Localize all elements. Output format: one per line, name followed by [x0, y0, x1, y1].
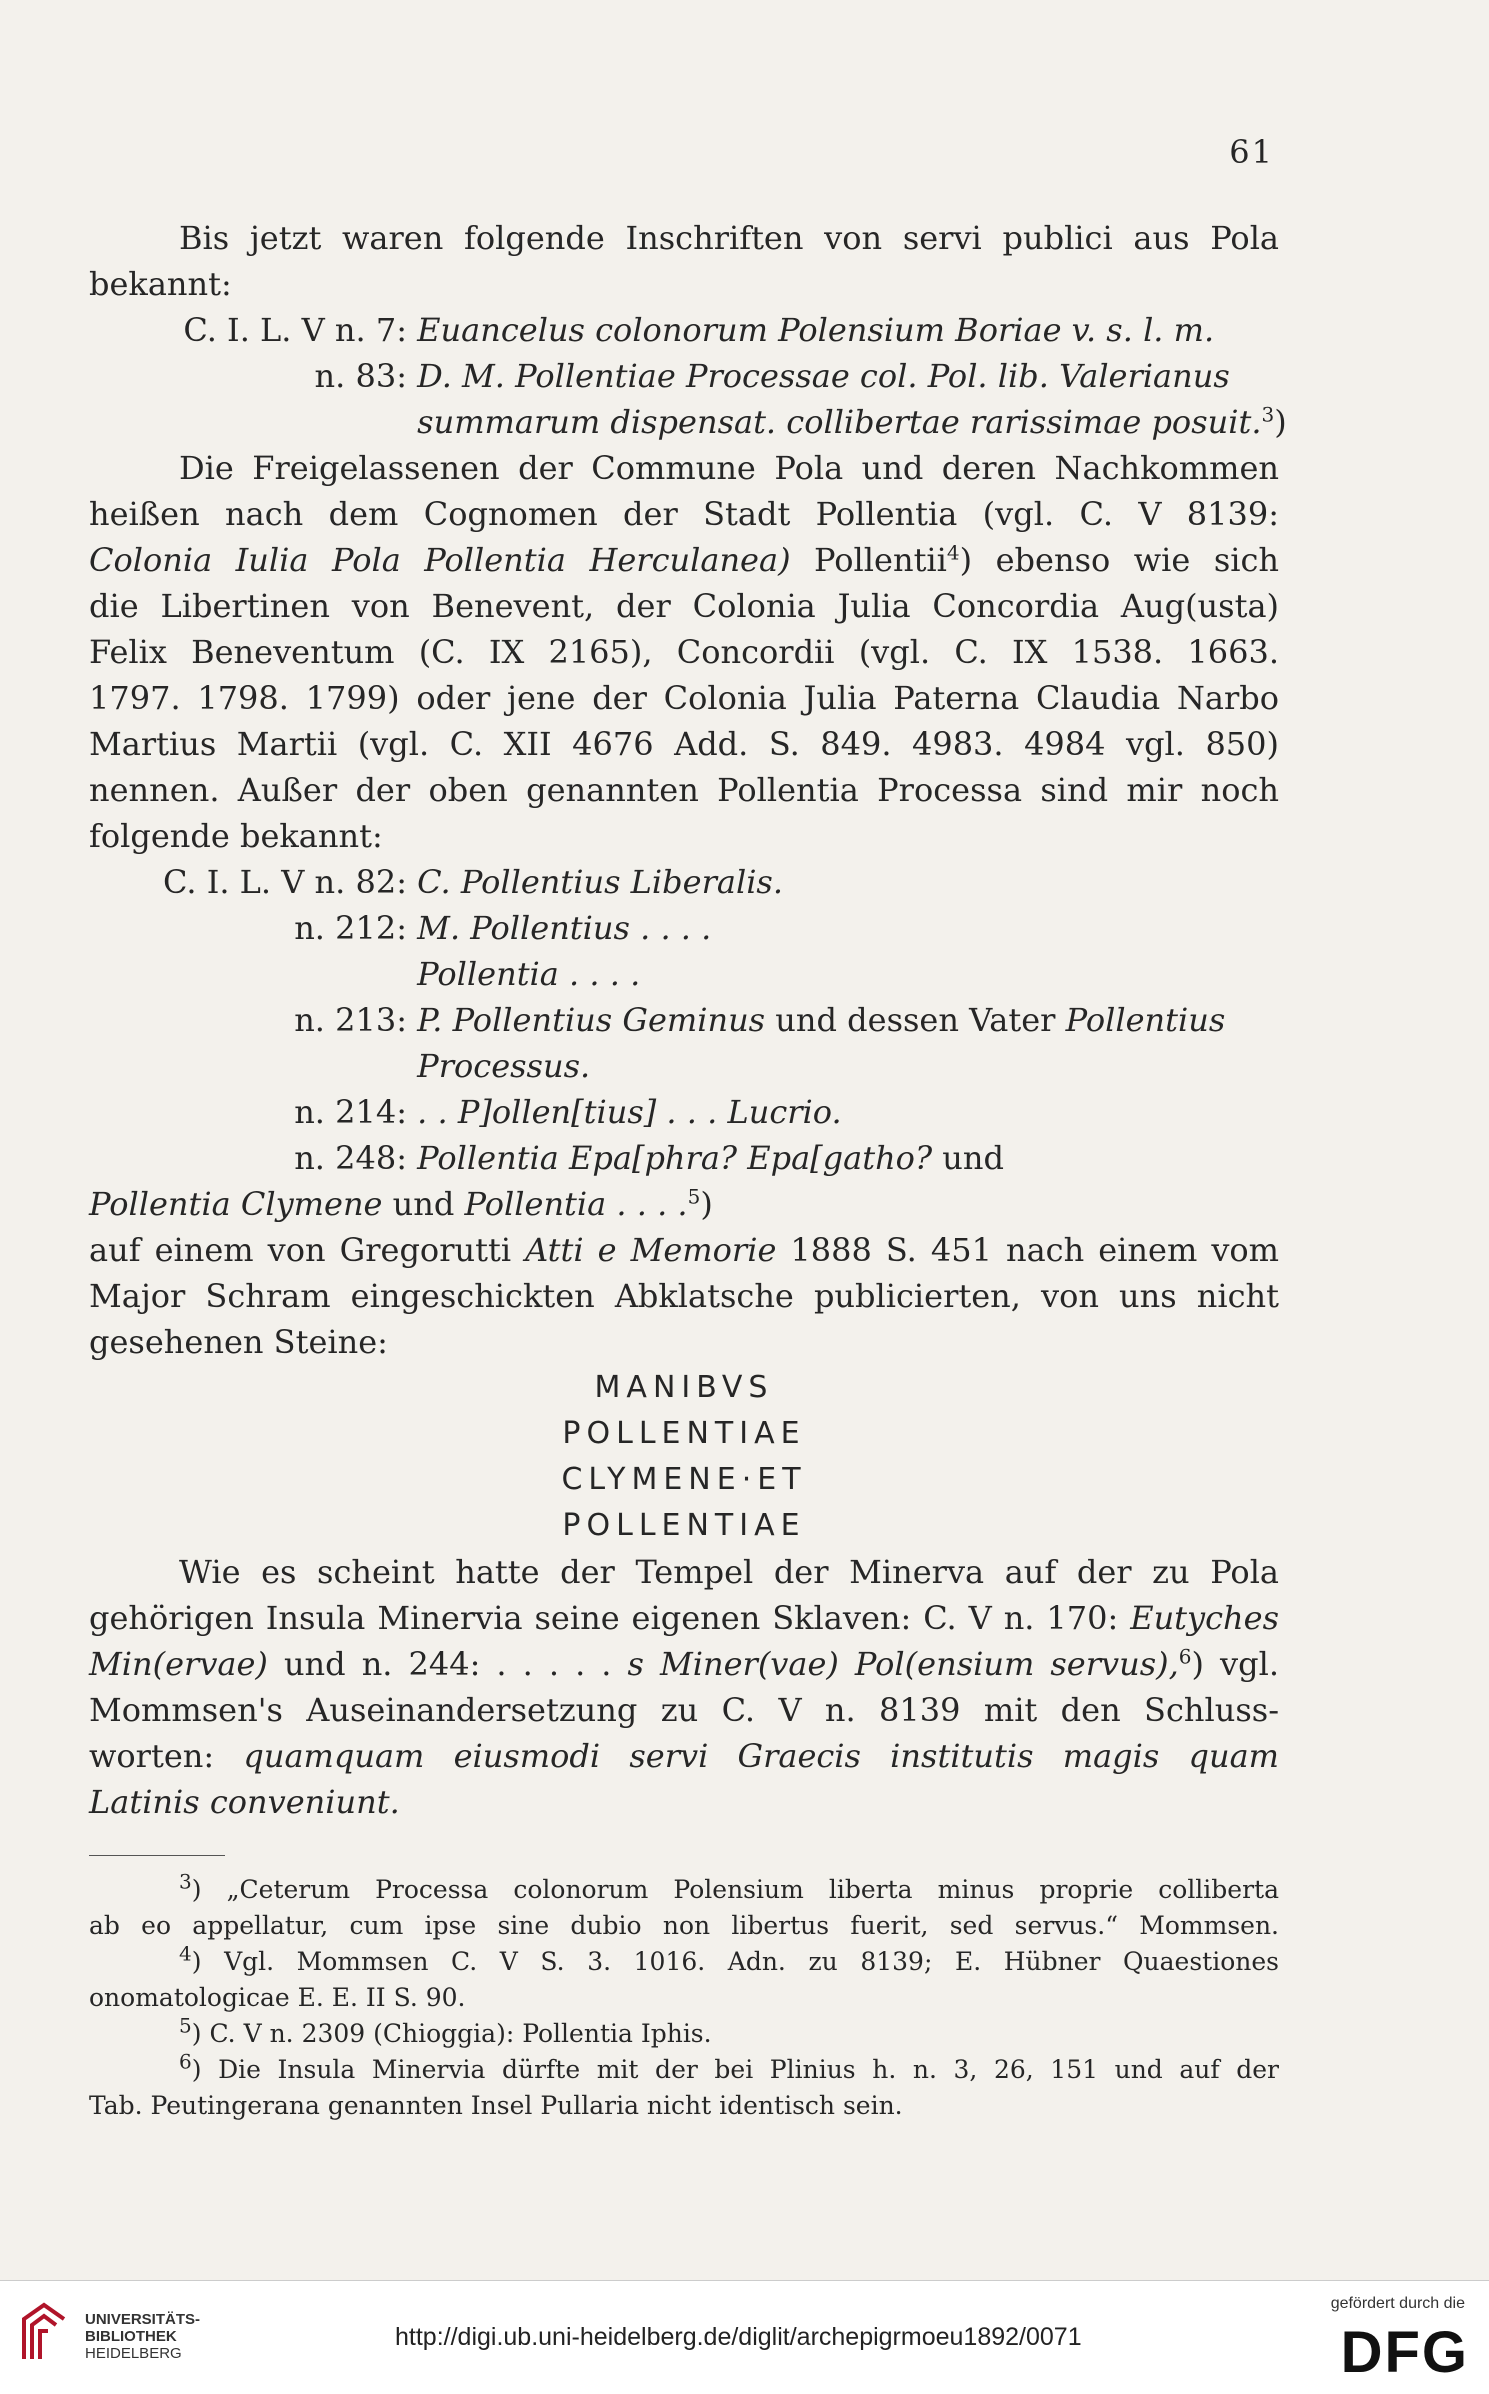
para2-line-6: 1797. 1798. 1799) oder jene der Colonia Julia Paterna Claudia Narbo — [89, 679, 1279, 717]
footnote-3-line-2: ab eo appellatur, cum ipse sine dubio non libertus fuerit, sed servus.“ Mommsen. — [89, 1911, 1279, 1940]
footnote-rule — [89, 1855, 225, 1856]
para2-line-9: folgende bekannt: — [89, 817, 383, 855]
list1-item-3: summarum dispensat. collibertae rarissimae posuit.$^3$) — [417, 402, 1287, 441]
inscription-line-2: POLLENTIAE — [562, 1416, 806, 1451]
footer-bar — [0, 2280, 1489, 2394]
footnote-6-line-2: Tab. Peutingerana genannten Insel Pullaria nicht identisch sein. — [89, 2091, 903, 2120]
page-number: 61 — [1229, 133, 1274, 171]
university-library-logo-icon — [14, 2299, 74, 2369]
university-library-name: UNIVERSITÄTS- BIBLIOTHEK HEIDELBERG — [85, 2311, 201, 2362]
footnote-ref-6: 6 — [1178, 1644, 1192, 1669]
para4-line-6: Latinis conveniunt. — [89, 1783, 400, 1821]
footnote-4-line-1: $^4$) Vgl. Mommsen C. V S. 3. 1016. Adn. zu 8139; E. Hübner Quaestiones — [179, 1941, 1280, 1976]
para2-line-1: Die Freigelassenen der Commune Pola und deren Nachkommen — [179, 449, 1279, 487]
list2-item-1: C. I. L. V n. 82: C. Pollentius Liberalis. — [163, 863, 784, 901]
para2-line-2: heißen nach dem Cognomen der Stadt Pollentia (vgl. C. V 8139: — [89, 495, 1279, 533]
footnote-6-line-1: $^6$) Die Insula Minervia dürfte mit der bei Plinius h. n. 3, 26, 151 und auf der — [179, 2049, 1280, 2084]
intro-line-2: bekannt: — [89, 265, 232, 303]
para3-line-1: auf einem von Gregorutti Atti e Memorie 1888 S. 451 nach einem vom — [89, 1231, 1280, 1269]
footnote-4-line-2: onomatologicae E. E. II S. 90. — [89, 1983, 466, 2012]
para2-line-5: Felix Beneventum (C. IX 2165), Concordii (vgl. C. IX 1538. 1663. — [89, 633, 1279, 671]
inscription-line-3: CLYMENE·ET — [561, 1462, 807, 1497]
footnote-ref-4: 4 — [946, 540, 960, 565]
para4-line-1: Wie es scheint hatte der Tempel der Minerva auf der zu Pola — [179, 1553, 1279, 1591]
para4-line-3: Min(ervae) und n. 244: . . . . . s Miner(vae) Pol(ensium servus),$^6$) vgl. — [89, 1644, 1280, 1683]
footnotes — [89, 1869, 1280, 2124]
dfg-logo: DFG — [1340, 2320, 1469, 2385]
list1-item-1: C. I. L. V n. 7: Euancelus colonorum Polensium Boriae v. s. l. m. — [183, 311, 1215, 349]
main-text — [89, 215, 1287, 1825]
permalink-url[interactable]: http://digi.ub.uni-heidelberg.de/diglit/archepigrmoeu1892/0071 — [395, 2323, 1082, 2351]
list2-item-2: n. 212: M. Pollentius . . . . — [294, 909, 712, 947]
para3-line-3: gesehenen Steine: — [89, 1323, 388, 1361]
footnote-5-line-1: $^5$) C. V n. 2309 (Chioggia): Pollentia Iphis. — [179, 2013, 712, 2048]
footnote-ref-5: 5 — [687, 1184, 701, 1209]
clymene-line: Pollentia Clymene und Pollentia . . . .$^5$) — [89, 1184, 713, 1223]
inscription — [89, 1365, 1279, 1549]
para2-line-4: die Libertinen von Benevent, der Colonia Julia Concordia Aug(usta) — [89, 587, 1279, 625]
list2-item-6: n. 214: . . P]ollen[tius] . . . Lucrio. — [294, 1093, 842, 1131]
list1-item-2: n. 83: D. M. Pollentiae Processae col. Pol. lib. Valerianus — [314, 357, 1230, 395]
para2-line-3: Colonia Iulia Pola Pollentia Herculanea) Pollentii$^4$) ebenso wie sich — [89, 540, 1280, 579]
list2-item-3: Pollentia . . . . — [417, 955, 641, 993]
inscription-line-4: POLLENTIAE — [562, 1508, 806, 1543]
intro-line-1: Bis jetzt waren folgende Inschriften von servi publici aus Pola — [179, 219, 1279, 257]
footnote-ref-3: 3 — [1261, 402, 1275, 427]
inscription-line-1: MANIBVS — [594, 1370, 774, 1405]
para4-line-4: Mommsen's Auseinandersetzung zu C. V n. 8139 mit den Schluss- — [89, 1691, 1279, 1729]
para2-line-8: nennen. Außer der oben genannten Pollentia Processa sind mir noch — [89, 771, 1279, 809]
para3-line-2: Major Schram eingeschickten Abklatsche publicierten, von uns nicht — [89, 1277, 1279, 1315]
para2-line-7: Martius Martii (vgl. C. XII 4676 Add. S. 849. 4983. 4984 vgl. 850) — [89, 725, 1279, 763]
footnote-3-line-1: $^3$) „Ceterum Processa colonorum Polensium liberta minus proprie colliberta — [179, 1869, 1280, 1904]
list2-item-7: n. 248: Pollentia Epa[phra? Epa[gatho? und — [294, 1139, 1004, 1177]
list2-item-5: Processus. — [417, 1047, 591, 1085]
list2-item-4: n. 213: P. Pollentius Geminus und dessen Vater Pollentius — [294, 1001, 1226, 1039]
sponsor-label: gefördert durch die — [1330, 2295, 1465, 2312]
para4-line-2: gehörigen Insula Minervia seine eigenen Sklaven: C. V n. 170: Eutyches — [89, 1599, 1279, 1637]
para4-line-5: worten: quamquam eiusmodi servi Graecis institutis magis quam — [89, 1737, 1280, 1775]
